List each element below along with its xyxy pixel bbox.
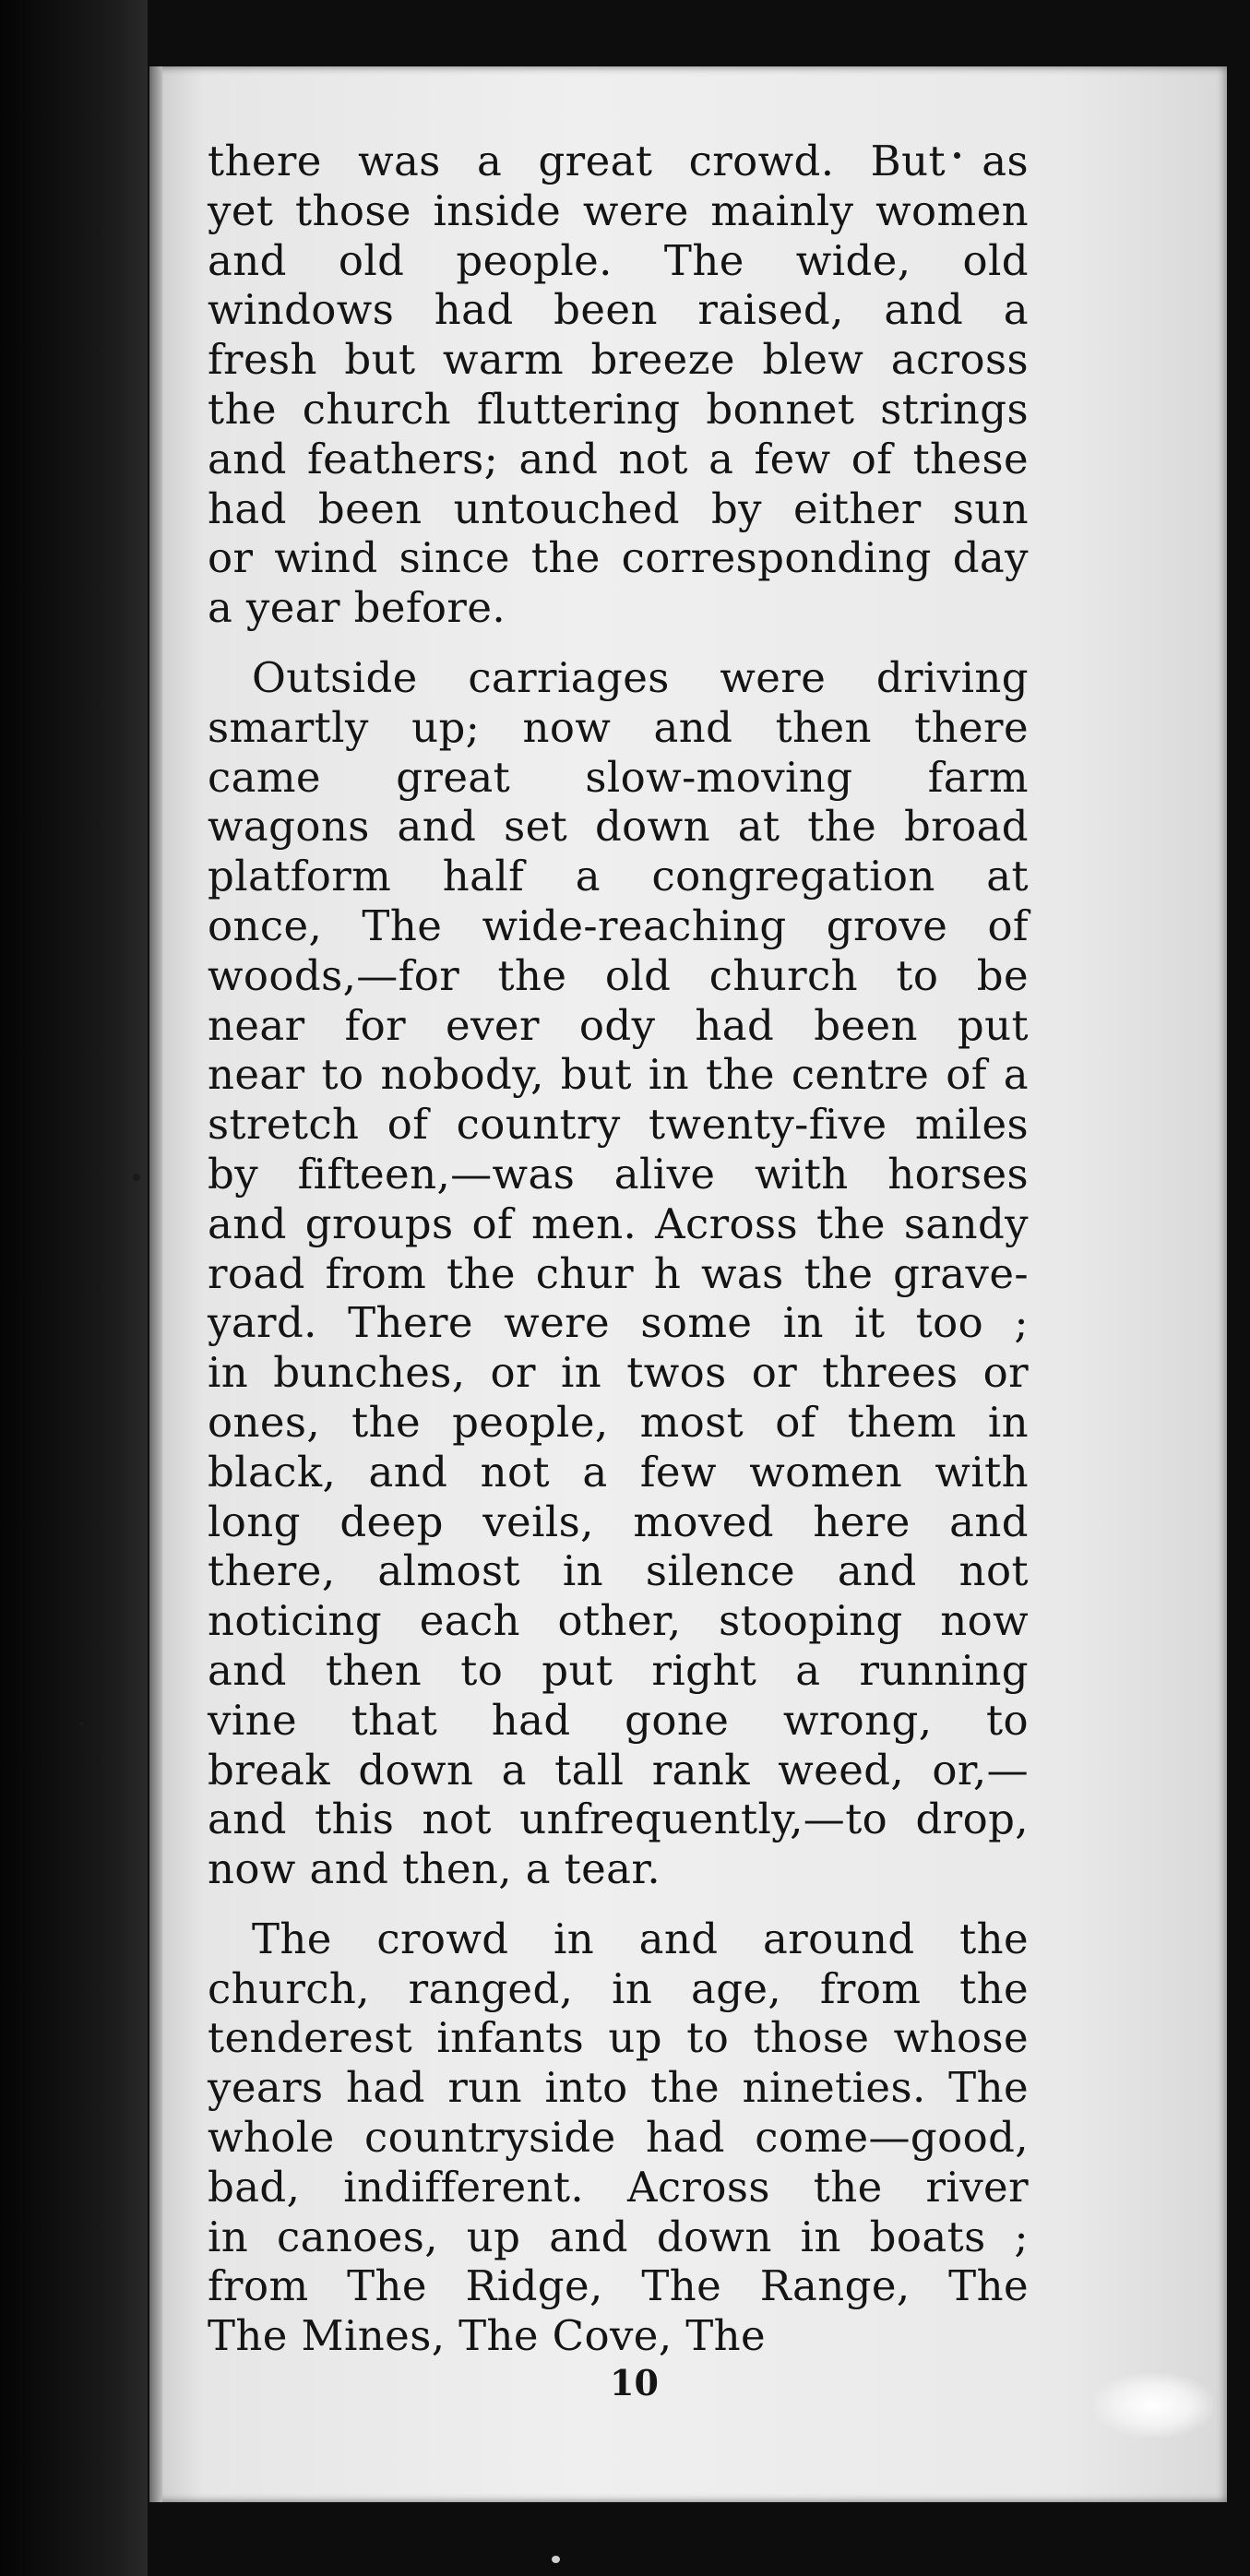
text-line: now and then, a tear. xyxy=(208,1844,661,1894)
text-line: wagons and set down at the broad xyxy=(208,802,1029,852)
text-line: vine that had gone wrong, to xyxy=(208,1695,1029,1745)
page-number: 10 xyxy=(610,2362,659,2403)
text-line: long deep veils, moved here and xyxy=(208,1497,1029,1546)
scan-dark-margin xyxy=(0,0,148,2576)
text-line: or wind since the corresponding day xyxy=(208,533,1029,583)
paragraph xyxy=(208,1914,1029,2361)
text-line: bad, indifferent. Across the river xyxy=(208,2162,1029,2212)
page-binding-edge xyxy=(149,66,162,2502)
text-line: woods,—for the old church to be xyxy=(208,950,1029,1000)
text-line: near to nobody, but in the centre of a xyxy=(208,1050,1029,1100)
text-line: windows had been raised, and a xyxy=(208,285,1029,335)
text-line: and feathers; and not a few of these xyxy=(208,434,1029,483)
paragraph xyxy=(208,137,1029,633)
dust-speck xyxy=(552,2556,560,2563)
text-line: came great slow-moving farm xyxy=(208,752,1029,802)
text-line: ones, the people, most of them in xyxy=(208,1397,1029,1447)
text-line: The crowd in and around the xyxy=(252,1914,1029,1963)
body-text xyxy=(208,137,1029,2381)
text-line: a year before. xyxy=(208,583,506,633)
text-line: near for ever ody had been put xyxy=(208,1000,1029,1050)
text-line: and then to put right a running xyxy=(208,1645,1029,1695)
text-line: stretch of country twenty-five miles xyxy=(208,1100,1029,1150)
text-line: noticing each other, stooping now xyxy=(208,1596,1029,1646)
text-line: road from the chur h was the grave- xyxy=(208,1248,1029,1298)
text-line: tenderest infants up to those whose xyxy=(208,2013,1029,2063)
text-line: in bunches, or in twos or threes or xyxy=(208,1348,1029,1398)
text-line: Outside carriages were driving xyxy=(252,652,1029,702)
text-line: fresh but warm breeze blew across xyxy=(208,335,1029,385)
text-line: and this not unfrequently,—to drop, xyxy=(208,1795,1029,1844)
text-line: yet those inside were mainly women xyxy=(208,185,1029,235)
text-line: and old people. The wide, old xyxy=(208,235,1029,285)
text-line: there was a great crowd. But as xyxy=(208,137,1029,185)
text-line: whole countryside had come—good, xyxy=(208,2113,1029,2163)
text-line: in canoes, up and down in boats ; xyxy=(208,2212,1029,2261)
text-line: had been untouched by either sun xyxy=(208,483,1029,533)
text-line: and groups of men. Across the sandy xyxy=(208,1199,1029,1248)
text-line: The Mines, The Cove, The xyxy=(208,2311,767,2361)
text-line: church, ranged, in age, from the xyxy=(208,1963,1029,2013)
text-line: by fifteen,—was alive with horses xyxy=(208,1149,1029,1199)
text-line: break down a tall rank weed, or,— xyxy=(208,1745,1029,1795)
text-line: years had run into the nineties. The xyxy=(208,2063,1029,2113)
paragraph xyxy=(208,653,1029,1894)
dust-speck xyxy=(133,1174,140,1181)
text-line: platform half a congregation at xyxy=(208,852,1029,901)
text-line: from The Ridge, The Range, The xyxy=(208,2261,1029,2311)
text-line: smartly up; now and then there xyxy=(208,702,1029,752)
text-line: there, almost in silence and not xyxy=(208,1546,1029,1596)
text-line: the church fluttering bonnet strings xyxy=(208,384,1029,434)
dust-speck xyxy=(79,1722,84,1726)
text-line: black, and not a few women with xyxy=(208,1447,1029,1497)
text-line: once, The wide-reaching grove of xyxy=(208,900,1029,950)
text-line: yard. There were some in it too ; xyxy=(208,1298,1029,1348)
